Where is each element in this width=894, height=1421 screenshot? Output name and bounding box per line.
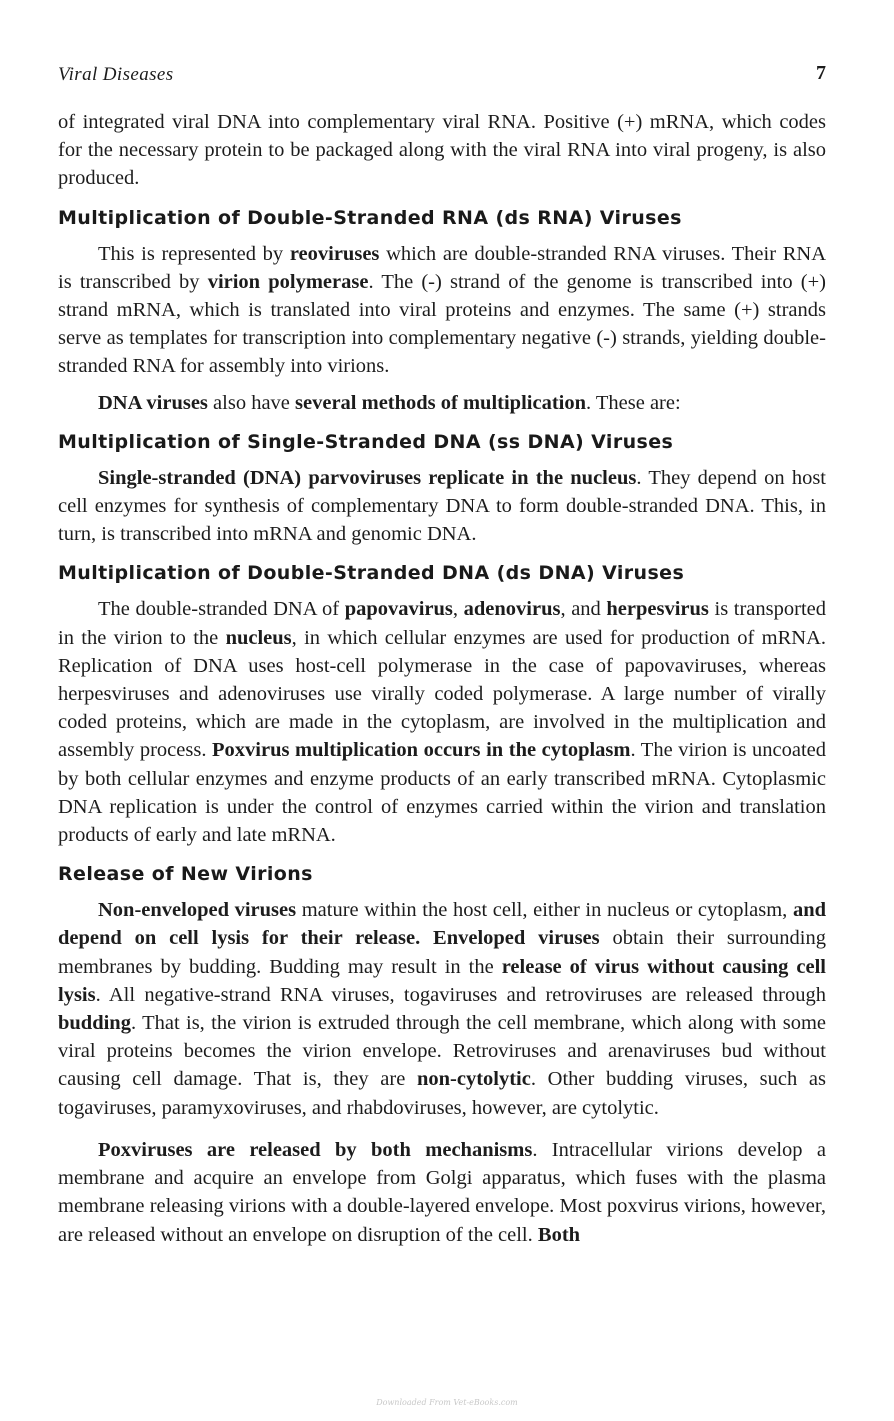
bold-run: Single-stranded (DNA) parvoviruses replicate in the nucleus	[98, 466, 637, 489]
text-run: The double-stranded DNA of	[98, 598, 345, 621]
bold-run: Poxvirus multiplication occurs in the cytoplasm	[212, 739, 631, 762]
bold-run: herpesvirus	[606, 598, 709, 621]
paragraph-pox-release	[58, 1136, 826, 1249]
bold-run: several methods of multiplication	[295, 391, 586, 414]
running-header	[58, 64, 826, 92]
text-run: obtain their surrounding membranes by budding. Budding may result in the	[58, 927, 826, 978]
page-number: 7	[816, 62, 826, 84]
paragraph-ss-dna	[58, 464, 826, 549]
text-run: also have	[207, 391, 296, 414]
bold-run: adenovirus	[463, 598, 561, 621]
text-run: , and	[560, 598, 607, 621]
bold-run: and depend on cell lysis for their release. Enveloped viruses	[58, 899, 826, 950]
running-title: Viral Diseases	[58, 64, 174, 85]
text-run: . These are:	[586, 391, 681, 414]
bold-run: papovavirus	[344, 598, 453, 621]
text-run: . The (-) strand of the genome is transcribed into (+) strand mRNA, which is translated into viral proteins and enzymes. The same (+) strands serve as templates for transcription into complementary negative (-) strands, yielding double-stranded RNA for assembly into virions.	[58, 270, 826, 378]
heading-ss-dna: Multiplication of Single-Stranded DNA (ss DNA) Viruses	[58, 430, 674, 453]
paragraph-dna-intro	[58, 389, 826, 417]
heading-ds-rna: Multiplication of Double-Stranded RNA (ds RNA) Viruses	[58, 206, 682, 229]
text-run: , in which cellular enzymes are used for production of mRNA. Replication of DNA uses host-cell polymerase in the case of papovaviruses, whereas herpesviruses and adenoviruses use virally coded polymerase. A large number of virally coded proteins, which are made in the cytoplasm, are involved in the multiplication and assembly process.	[58, 626, 826, 762]
paragraph-release	[58, 896, 826, 1122]
text-run: . Other budding viruses, such as togaviruses, paramyxoviruses, and rhabdoviruses, however, are cytolytic.	[58, 1068, 826, 1119]
bold-run: Both	[537, 1223, 581, 1246]
bold-run: nucleus	[225, 626, 292, 649]
text-run: . That is, the virion is extruded through the cell membrane, which along with some viral proteins becomes the virion envelope. Retroviruses and arenaviruses bud without causing cell damage. That is, they are	[58, 1012, 826, 1091]
text-run: . The virion is uncoated by both cellular enzymes and enzyme products of an early transcribed mRNA. Cytoplasmic DNA replication is under the control of enzymes carried within the virion and translation products of early and late mRNA.	[58, 739, 826, 847]
watermark-footer: Downloaded From Vet-eBooks.com	[376, 1398, 518, 1407]
text-run: . They depend on host cell enzymes for synthesis of complementary DNA to form double-stranded DNA. This, in turn, is transcribed into mRNA and genomic DNA.	[58, 466, 826, 546]
bold-run: budding	[58, 1012, 131, 1035]
text-run: mature within the host cell, either in nucleus or cytoplasm,	[296, 899, 793, 922]
bold-run: virion polymerase	[207, 270, 369, 293]
intro-paragraph: of integrated viral DNA into complementary viral RNA. Positive (+) mRNA, which codes for the necessary protein to be packaged along with the viral RNA into viral progeny, is also produced.	[58, 111, 826, 190]
text-run: This is represented by	[98, 242, 290, 265]
bold-run: Non-enveloped viruses	[98, 899, 297, 922]
bold-run: reoviruses	[289, 242, 380, 265]
text-run: which are double-stranded RNA viruses. Their RNA is transcribed by	[58, 242, 826, 293]
heading-release: Release of New Virions	[58, 863, 313, 886]
bold-run: Poxviruses are released by both mechanisms	[98, 1138, 533, 1161]
bold-run: DNA viruses	[98, 391, 208, 414]
paragraph-ds-dna	[58, 595, 826, 849]
text-run: is transported in the virion to the	[58, 598, 826, 649]
bold-run: release of virus without causing cell lysis	[58, 955, 826, 1006]
text-run: ,	[452, 598, 464, 621]
text-run: . All negative-strand RNA viruses, togaviruses and retroviruses are released through	[95, 983, 826, 1006]
page-body	[58, 108, 826, 1249]
text-run: . Intracellular virions develop a membrane and acquire an envelope from Golgi apparatus, which fuses with the plasma membrane releasing virions with a double-layered envelope. Most poxvirus virions, however, are released without an envelope on disruption of the cell.	[58, 1138, 826, 1246]
bold-run: non-cytolytic	[416, 1068, 531, 1091]
heading-ds-dna: Multiplication of Double-Stranded DNA (ds DNA) Viruses	[58, 562, 685, 585]
paragraph-ds-rna	[58, 240, 826, 381]
